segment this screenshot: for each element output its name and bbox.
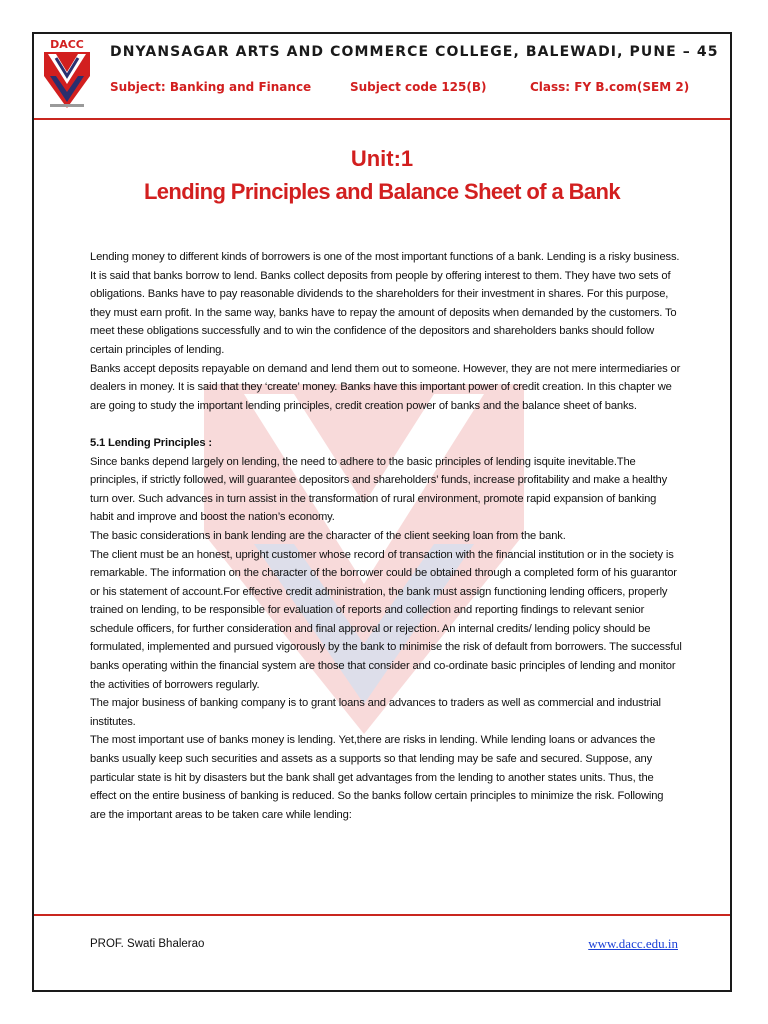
logo-text: DACC: [50, 38, 84, 51]
paragraph: Since banks depend largely on lending, the need to adhere to the basic principles of lending isquite inevitable.The principles, if strictly followed, will guarantee depositors and shareholders’ funds, increase profitability and make a healthy turn over. Such advances in turn assist in the transformation of rural environment, promote rapid expansion of banking habit and improve and boost the nation’s economy.: [90, 455, 668, 524]
website-link[interactable]: www.dacc.edu.in: [588, 936, 678, 951]
subject-code-label: Subject code 125(B): [350, 80, 487, 94]
paragraph: The major business of banking company is to grant loans and advances to traders as well as commercial and industrial institutes.: [90, 697, 661, 728]
footer-divider: [32, 914, 732, 916]
paragraph: The client must be an honest, upright customer whose record of transaction with the financial institution or in the society is remarkable. The information on the character of the borrower could be obtained through a completed form of his guarantor or his statement of account.For effective credit administration, the bank must assign functioning lending officers, properly trained on lending, to be responsible for evaluation of reports and collection and reporting findings to relevant senior schedule officers, for further consideration and final approval or rejection. An internal credits/ lending policy should be formulated, implemented and pursued vigorously by the bank to minimise the risk of default from borrowers. The successful banks operating within the financial system are those that consider and co-ordinate basic principles of lending and monitor the activities of borrowers regularly.: [90, 548, 682, 691]
paragraph: Lending money to different kinds of borrowers is one of the most important functions of a bank. Lending is a risky business. It is said that banks borrow to lend. Banks collect deposits from people by offering interest to them. They have two sets of obligations. Banks have to pay reasonable dividends to the shareholders for their investment in shares. For this purpose, they must earn profit. In the same way, banks have to repay the amount of deposits when demanded by the customers. To meet these obligations successfully and to win the confidence of the depositors and shareholders banks should follow certain principles of lending.: [90, 251, 680, 356]
footer-author: PROF. Swati Bhalerao: [90, 938, 205, 950]
chapter-title: Lending Principles and Balance Sheet of a Bank: [143, 179, 621, 204]
paragraph: Banks accept deposits repayable on demand and lend them out to someone. However, they are not mere intermediaries or dealers in money. It is said that they ‘create’ money. Banks have this important power of credit creation. In this chapter we are going to study the important lending principles, credit creation power of banks and the balance sheet of banks.: [90, 362, 681, 412]
college-logo: [40, 36, 94, 112]
college-name: DNYANSAGAR ARTS AND COMMERCE COLLEGE, BALEWADI, PUNE – 45: [110, 44, 719, 60]
class-label: Class: FY B.com(SEM 2): [530, 80, 690, 94]
header-divider: [32, 118, 732, 120]
document-page: [32, 32, 732, 992]
section-heading: 5.1 Lending Principles :: [90, 436, 212, 449]
page-header: [34, 34, 730, 116]
paragraph: The basic considerations in bank lending are the character of the client seeking loan from the bank.: [90, 529, 566, 542]
subject-label: Subject: Banking and Finance: [110, 80, 312, 94]
paragraph: The most important use of banks money is lending. Yet,there are risks in lending. While lending loans or advances the banks usually keep such securities and assets as a supports so that lending may be safe and secured. Suppose, any particular state is hit by disasters but the bank shall get advantages from the lending to another states units. Thus, the effect on the entire business of banking is reduced. So the banks follow certain principles to minimize the risk. Following are the important areas to be taken care while lending:: [90, 734, 664, 821]
unit-title: Unit:1: [350, 146, 414, 171]
body-text: [90, 248, 682, 824]
